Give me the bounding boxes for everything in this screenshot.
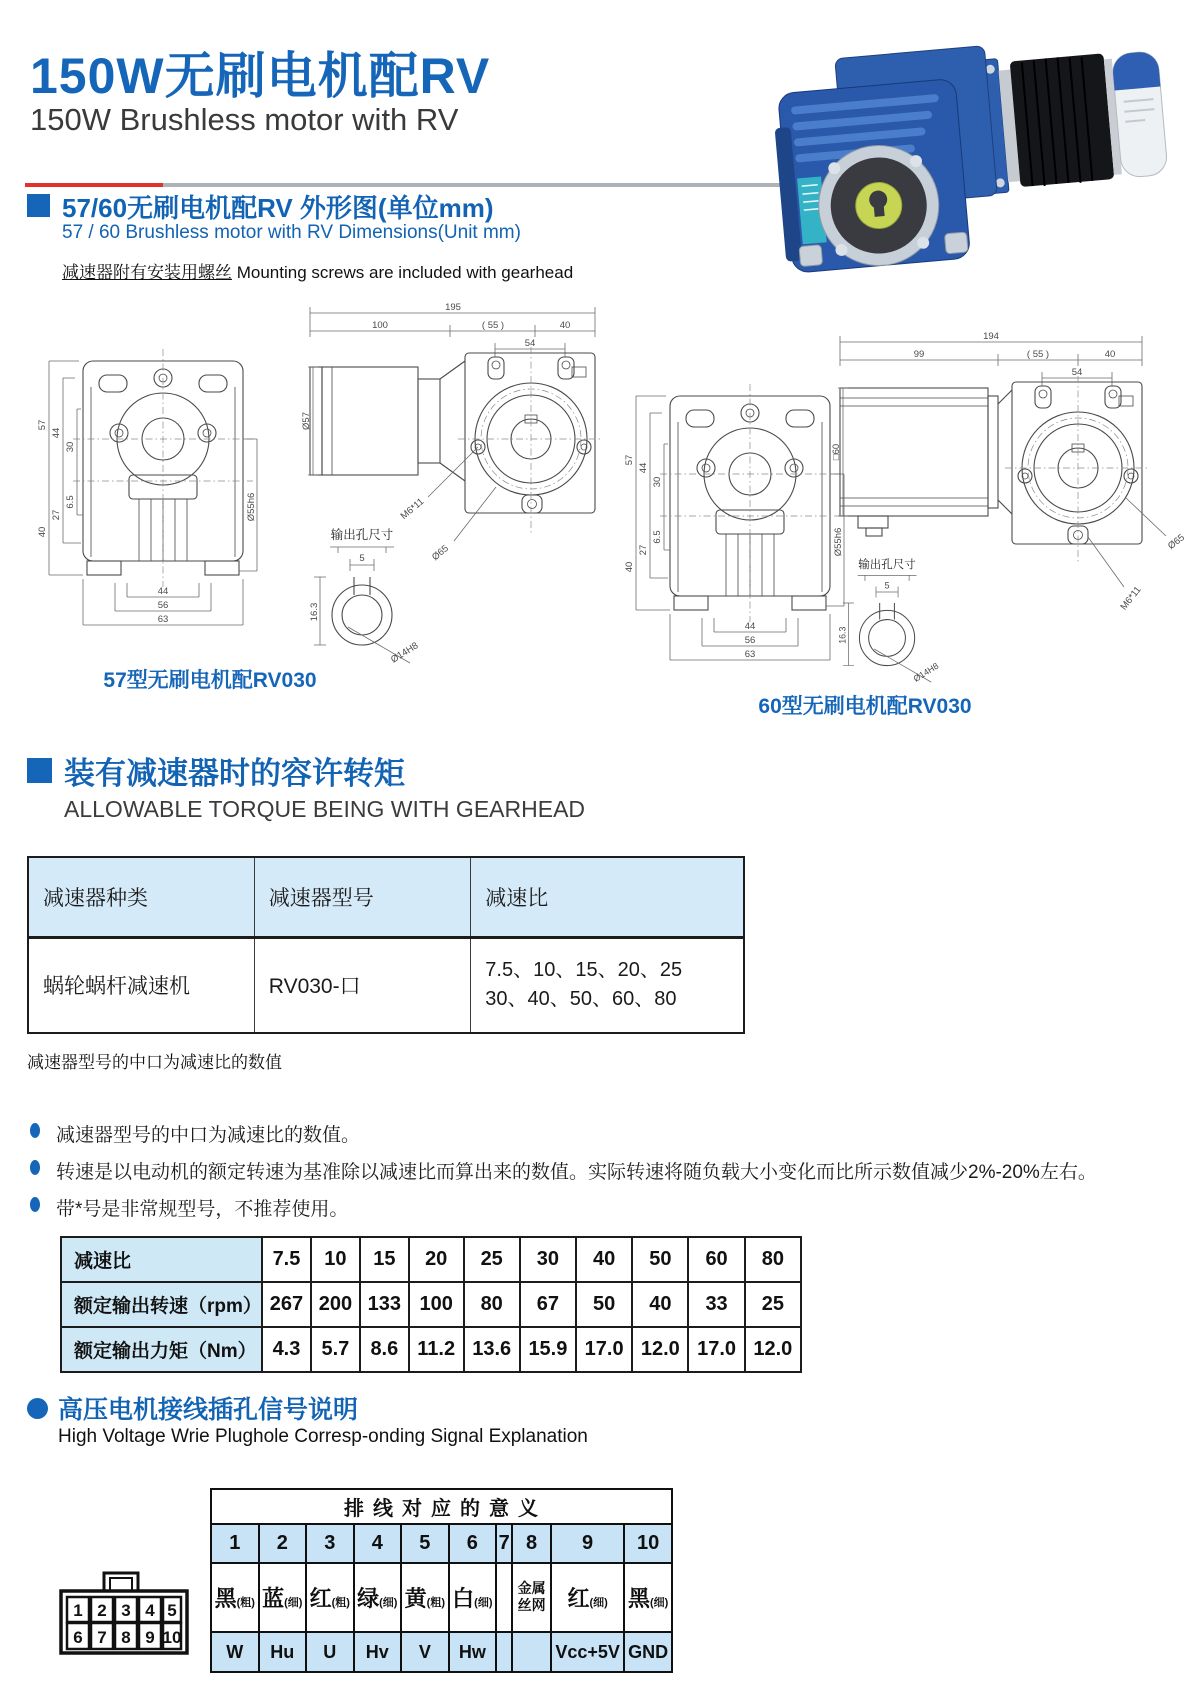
pin-number-row: 1 2 3 4 5 6 7 8 9 10 [211,1524,672,1563]
dim-label: ( 55 ) [1026,349,1050,360]
bullet-icon [30,1123,40,1138]
table-row [28,937,744,1033]
signal-row: W Hu U Hv V Hw Vcc+5V GND [211,1632,672,1672]
dim-label: Ø14H8 [388,640,421,666]
section-wiring-heading-en: High Voltage Wrie Plughole Corresp-onding Signal Explanation [58,1426,588,1447]
divider-line [25,183,830,187]
wiring-title-row [211,1489,672,1524]
dim-label: 44 [638,462,649,474]
dim-label: Ø55h6 [833,527,844,557]
connector-pin: 7 [97,1628,107,1647]
dim-label: M6*11 [398,496,427,522]
cell-gear-model: RV030-口 [254,937,471,1033]
dim-label: Ø57 [301,412,312,430]
output-hole-detail-57 [309,527,420,666]
section-torque-heading: 装有减速器时的容许转矩 [64,756,405,791]
mounting-note-en: Mounting screws are included with gearhead [236,263,574,282]
dim-label: 194 [983,331,999,342]
section-marker-square [27,194,50,217]
connector-pin: 4 [145,1601,155,1620]
divider-red-segment [25,183,163,187]
list-item: 减速器型号的中口为减速比的数值。 [30,1120,1097,1147]
dim-label: 44 [157,586,169,597]
dim-label: 44 [51,427,62,439]
dim-label: 99 [913,349,925,360]
output-hole-label: 输出孔尺寸 [858,559,916,572]
product-photo [748,16,1178,302]
dim-label: 54 [524,338,536,349]
dim-label: 57 [37,419,48,431]
mounting-note-cn: 减速器附有安装用螺丝 [62,263,232,282]
dim-label: 63 [744,649,756,660]
bullet-icon [30,1197,40,1212]
dim-label: 44 [744,621,756,632]
mounting-note [62,258,573,283]
cell-gear-type: 蜗轮蜗杆减速机 [28,937,254,1033]
dim-label: 40 [1104,349,1116,360]
gearbox-front-view-60 [624,384,844,660]
caption-60: 60型无刷电机配RV030 [758,695,972,718]
notes-list [30,1120,1097,1231]
dim-label: 16.3 [309,602,320,622]
dim-label: 27 [51,509,62,521]
dim-label: 30 [652,476,663,488]
section-marker-circle [27,1398,48,1419]
connector-pin: 6 [73,1628,83,1647]
drawing-60-type [600,322,1195,702]
dim-label: 100 [372,320,388,331]
table-header-row [28,857,744,937]
dim-label: M6*11 [1118,584,1144,613]
col-gear-model: 减速器型号 [254,857,471,937]
dim-label: 30 [65,441,76,453]
dim-label: 56 [744,635,756,646]
dim-label: 40 [559,320,571,331]
connector-pin: 10 [162,1628,182,1647]
dim-label: 63 [157,614,169,625]
wire-color-row: 黑(粗) 蓝(细) 红(粗) 绿(细) 黄(粗) 白(细) 金属丝网 红(细) 黑(细) [211,1563,672,1632]
dim-label: □60 [831,443,842,461]
connector-pin: 8 [121,1628,131,1647]
col-gear-type: 减速器种类 [28,857,254,937]
wiring-table-title: 排线对应的意义 [211,1489,672,1524]
dim-label: 40 [624,561,635,573]
dim-label: 6.5 [652,530,663,544]
gearbox-front-view-57 [37,349,257,625]
gear-type-table [27,856,745,1034]
caption-57: 57型无刷电机配RV030 [103,669,317,692]
list-item: 带*号是非常规型号，不推荐使用。 [30,1194,1097,1221]
cell-gear-ratios: 7.5、10、15、20、25 30、40、50、60、80 [471,937,744,1033]
dim-label: Ø65 [429,543,451,564]
gearbox-body [769,46,1002,274]
dim-label: Ø14H8 [911,660,941,684]
section-wiring-heading: 高压电机接线插孔信号说明 [58,1396,359,1424]
dim-label: ( 55 ) [481,320,505,331]
output-hole-label: 输出孔尺寸 [330,528,394,542]
bullet-icon [30,1160,40,1175]
section-marker-square [27,758,52,783]
dim-label: 57 [624,454,635,466]
connector-pin: 1 [73,1601,83,1620]
dim-label: 56 [157,600,169,611]
dim-label: 195 [445,302,461,313]
dim-label: 5 [884,580,890,591]
dim-label: 27 [638,544,649,556]
torque-row: 额定输出力矩（Nm） 4.3 5.7 8.6 11.2 13.6 15.9 17.0 12.0 17.0 12.0 [61,1327,801,1372]
connector-pin: 9 [145,1628,155,1647]
dim-label: 6.5 [65,495,76,509]
speed-row: 额定输出转速（rpm） 267 200 133 100 80 67 50 40 33 25 [61,1282,801,1327]
gear-table-note: 减速器型号的中口为减速比的数值 [27,1053,282,1072]
page-title: 150W无刷电机配RV [30,48,491,104]
side-view-57 [301,302,600,563]
col-gear-ratio: 减速比 [471,857,744,937]
connector-plug-icon [58,1570,190,1658]
ratio-table [60,1236,802,1373]
section-torque-heading-en: ALLOWABLE TORQUE BEING WITH GEARHEAD [64,796,586,822]
dim-label: 40 [37,526,48,538]
output-hole-detail-60 [838,557,941,684]
connector-pin: 2 [97,1601,107,1620]
wiring-table [210,1488,673,1673]
section-dimensions-heading-en: 57 / 60 Brushless motor with RV Dimensions(Unit mm) [62,222,521,243]
connector-pin: 3 [121,1601,131,1620]
dim-label: Ø55h6 [246,492,257,522]
dim-label: 5 [359,553,365,564]
section-dimensions-heading: 57/60无刷电机配RV 外形图(单位mm) [62,193,494,223]
list-item: 转速是以电动机的额定转速为基准除以减速比而算出来的数值。实际转速将随负载大小变化而比所示数值减少2%-20%左右。 [30,1157,1097,1184]
page-title-en: 150W Brushless motor with RV [30,102,459,137]
drawing-57-type [15,295,600,667]
dim-label: 16.3 [837,626,848,644]
connector-pin: 5 [167,1601,177,1620]
dim-label: Ø65 [1165,532,1187,552]
ratio-row: 减速比 7.5 10 15 20 25 30 40 50 60 80 [61,1237,801,1282]
dim-label: 54 [1071,367,1083,378]
